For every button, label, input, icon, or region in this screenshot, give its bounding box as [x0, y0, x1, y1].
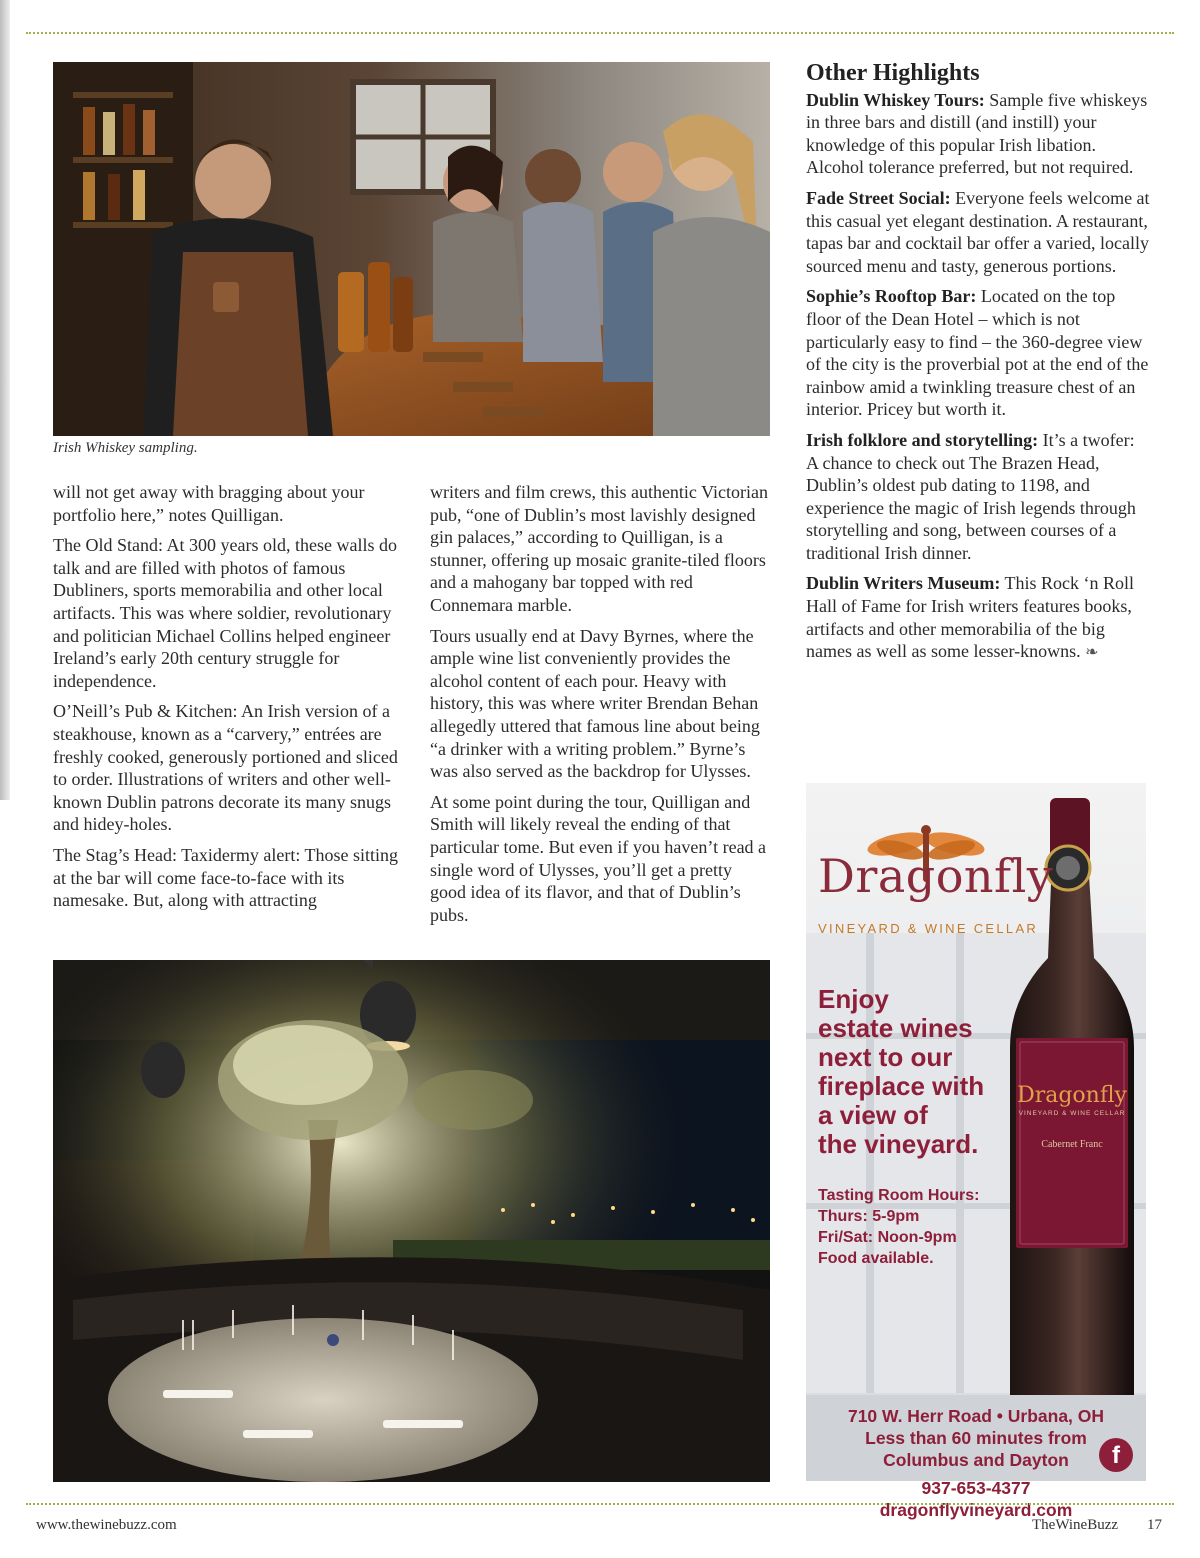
hours-line: Tasting Room Hours:: [818, 1187, 980, 1204]
highlight-text: It’s a twofer: A chance to check out The Brazen Head, Dublin’s oldest pub dating to 1198, and experience the magic of Irish legends through storytelling and song, between courses of a traditional Irish dinner.: [806, 429, 1136, 563]
page-number: 17: [1147, 1517, 1162, 1533]
highlights-sidebar: [806, 62, 1150, 673]
headline-line: the vineyard.: [818, 1129, 979, 1159]
phone-number: 937-653-4377: [921, 1478, 1031, 1498]
rooftop-bar-photo: [53, 960, 770, 1482]
highlight-item: [806, 89, 1150, 179]
headline-line: a view of: [818, 1100, 928, 1130]
paragraph: Tours usually end at Davy Byrnes, where the ample wine list conveniently provides the alcohol content of each pour. Heavy with history, this was where writer Brendan Behan allegedly uttered that famous line about being “a drinker with a writing problem.” Byrne’s was also served as the backdrop for Ulysses.: [430, 625, 760, 782]
bottom-dotted-rule: [26, 1503, 1174, 1505]
distance-line: Less than 60 minutes from: [865, 1428, 1087, 1448]
address-line: 710 W. Herr Road • Urbana, OH: [847, 1406, 1105, 1426]
page-edge-shadow: [0, 0, 10, 800]
tasting-hours: [818, 1185, 979, 1269]
bottle-label: [1016, 1083, 1128, 1150]
paragraph: The Stag’s Head: Taxidermy alert: Those sitting at the bar will come face-to-face with its namesake. But, along with attracting: [53, 844, 399, 911]
top-dotted-rule: [26, 32, 1174, 34]
highlight-item: [806, 429, 1150, 565]
headline-line: Enjoy: [818, 984, 889, 1014]
headline-line: next to our: [818, 1042, 953, 1072]
highlight-name: Fade Street Social:: [806, 187, 951, 208]
footer-website[interactable]: www.thewinebuzz.com: [36, 1517, 177, 1533]
hours-line: Food available.: [818, 1250, 934, 1267]
article-column-1: [53, 481, 401, 920]
highlight-item: [806, 187, 1150, 277]
website-link[interactable]: dragonflyvineyard.com: [879, 1500, 1073, 1520]
paragraph: writers and film crews, this authentic Victorian pub, “one of Dublin’s most lavishly designed gin palaces,” according to Quilligan, is a stunner, offering up mosaic granite-tiled floors and a mahogany bar topped with red Connemara marble.: [430, 482, 768, 615]
end-mark-icon: ❧: [1085, 644, 1099, 662]
highlight-name: Irish folklore and storytelling:: [806, 429, 1039, 450]
paragraph: will not get away with bragging about your portfolio here,” notes Quilligan.: [53, 482, 365, 525]
ad-headline: [818, 985, 1018, 1159]
highlight-text: Located on the top floor of the Dean Hotel – which is not particularly easy to find – the 360-degree view of the city is the proverbial pot at the end of the rainbow amid a twinkling treasure chest of an interior. Pricey but worth it.: [806, 286, 1149, 420]
whiskey-sampling-photo: [53, 62, 770, 436]
hours-line: Fri/Sat: Noon-9pm: [818, 1229, 957, 1246]
brand-name: Dragonfly: [818, 849, 1054, 903]
brand-subtitle: VINEYARD & WINE CELLAR: [818, 921, 1039, 936]
paragraph: The Old Stand: At 300 years old, these walls do talk and are filled with photos of famous Dubliners, sports memorabilia and other local artifacts. This was where soldier, revolutionary and politician Michael Collins helped engineer Ireland’s early 20th century struggle for independence.: [53, 535, 397, 691]
hours-line: Thurs: 5-9pm: [818, 1208, 920, 1225]
dragonfly-advertisement[interactable]: [806, 783, 1146, 1520]
highlights-title: Other Highlights: [806, 60, 980, 86]
paragraph: At some point during the tour, Quilligan and Smith will likely reveal the ending of that particular tome. But even if you haven’t read a single word of Ulysses, you’ll get a pretty good idea of its flavor, and that of Dublin’s pubs.: [430, 791, 767, 925]
article-column-2: [430, 481, 770, 934]
highlight-item: [806, 572, 1150, 664]
headline-line: fireplace with: [818, 1071, 985, 1101]
footer-magazine-name: TheWineBuzz: [1032, 1517, 1119, 1533]
highlight-name: Dublin Whiskey Tours:: [806, 89, 985, 110]
highlight-name: Dublin Writers Museum:: [806, 573, 1001, 594]
highlight-text: Everyone feels welcome at this casual yet elegant destination. A restaurant, tapas bar and cocktail bar offer a varied, locally sourced menu and tasty, generous portions.: [806, 187, 1150, 276]
distance-line: Columbus and Dayton: [883, 1450, 1069, 1470]
highlight-name: Sophie’s Rooftop Bar:: [806, 286, 977, 307]
facebook-icon[interactable]: f: [1099, 1438, 1133, 1472]
label-brand: Dragonfly: [1017, 1083, 1127, 1108]
highlight-text: Sample five whiskeys in three bars and distill (and instill) your knowledge of this popular Irish libation. Alcohol tolerance preferred, but not required.: [806, 89, 1148, 178]
highlight-item: [806, 285, 1150, 421]
photo-caption: Irish Whiskey sampling.: [53, 440, 198, 456]
label-sub: VINEYARD & WINE CELLAR: [1018, 1110, 1126, 1117]
highlight-text: This Rock ‘n Roll Hall of Fame for Irish writers features books, artifacts and other memorabilia of the big names as well as some lesser-knowns.: [806, 573, 1135, 662]
paragraph: O’Neill’s Pub & Kitchen: An Irish version of a steakhouse, known as a “carvery,” entrées are freshly cooked, generously portioned and sliced to order. Illustrations of writers and other well-known Dublin patrons decorate its many snugs and hidey-holes.: [53, 701, 398, 835]
headline-line: estate wines: [818, 1013, 973, 1043]
label-wine: Cabernet Franc: [1041, 1139, 1103, 1150]
